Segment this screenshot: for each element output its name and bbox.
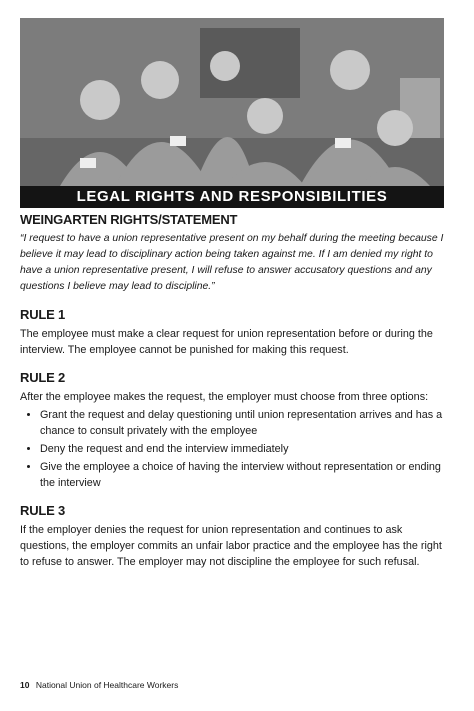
footer-org: National Union of Healthcare Workers xyxy=(35,680,179,690)
list-item: • Deny the request and end the interview immediately xyxy=(40,441,444,457)
rule1-text: The employee must make a clear request for union representation before or during the interview. The employee cannot be punished for making this request. xyxy=(20,328,433,356)
list-item: • Grant the request and delay questioning until union representation arrives and has a chance to consult privately with the employee xyxy=(40,407,444,439)
rule2-text: After the employee makes the request, the employer must choose from three options: xyxy=(20,391,429,403)
weingarten-statement: “I request to have a union representative present on my behalf during the meeting because I believe it may lead to disciplinary action being taken against me. If I am denied my right to have a union representative present, I will refuse to answer accusatory questions and any questions I believe may lead to discipline.” xyxy=(20,233,444,292)
rule1-heading: RULE 1 xyxy=(20,307,66,322)
weingarten-heading: WEINGARTEN RIGHTS/STATEMENT xyxy=(20,212,238,227)
rule2-options xyxy=(20,407,444,491)
rule3-text: If the employer denies the request for union representation and continues to ask questions, the employer commits an unfair labor practice and the employee has the right to refuse to answer. The employer may not discipline the employee for such refusal. xyxy=(20,524,442,568)
page-number: 10 xyxy=(20,680,30,690)
group-photo-illustration xyxy=(20,18,444,186)
rule3-heading: RULE 3 xyxy=(20,503,66,518)
document-body xyxy=(20,212,444,570)
group-photo xyxy=(20,18,444,186)
list-item: • Give the employee a choice of having the interview without representation or ending the interview xyxy=(40,459,444,491)
page-footer xyxy=(20,680,178,690)
section-banner: LEGAL RIGHTS AND RESPONSIBILITIES xyxy=(20,186,444,208)
rule2-heading: RULE 2 xyxy=(20,370,66,385)
